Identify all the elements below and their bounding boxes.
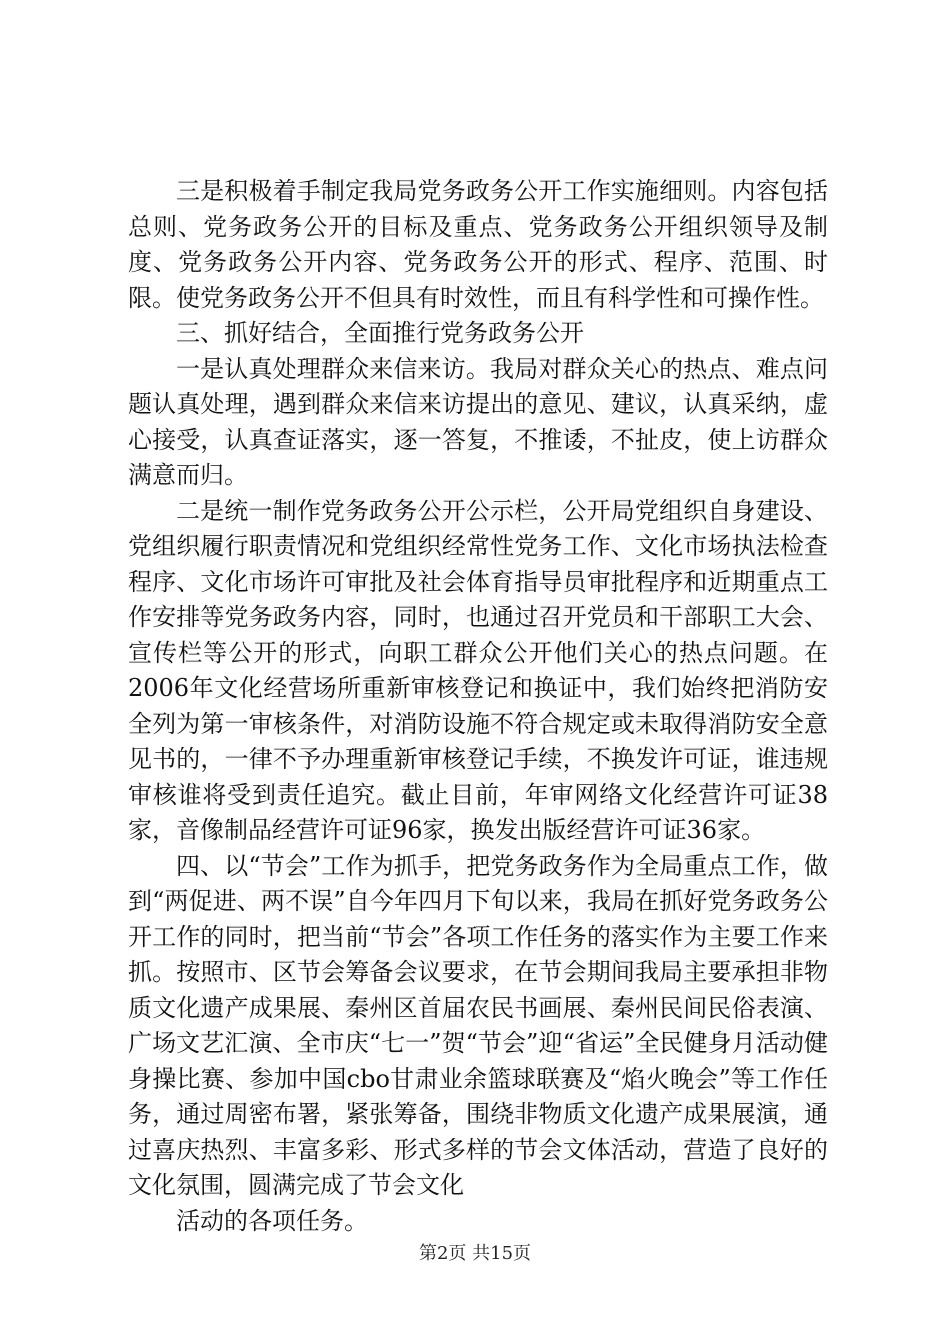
section-heading-three: 三、抓好结合，全面推行党务政务公开	[176, 319, 584, 347]
paragraph-public-notice-board: 二是统一制作党务政务公开公示栏，公开局党组织自身建设、党组织履行职责情况和党组织经常性党务工作、文化市场执法检查程序、文化市场许可审批及社会体育指导员审批程序和近期重点工作安排等党务政务内容，同时，也通过召开党员和干部职工大会、宣传栏等公开的形式，向职工群众公开他们关心的热点问题。在2006年文化经营场所重新审核登记和换证中，我们始终把消防安全列为第一审核条件，对消防设施不符合规定或未取得消防安全意见书的，一律不予办理重新审核登记手续，不换发许可证，谁违规审核谁将受到责任追究。截止目前，年审网络文化经营许可证38家，音像制品经营许可证96家，换发出版经营许可证36家。	[128, 496, 828, 844]
paragraph-tasks-completion: 活动的各项任务。	[176, 1206, 368, 1235]
section-heading-four: 四、以“节会”工作为抓手，把党务政务作为全局重点工作，做到“两促进、两不误”自今年四月下旬以来，我局在抓好党务政务公开工作的同时，把当前“节会”各项工作任务的落实作为主要工作来抓。按照市、区节会筹备会议要求，在节会期间我局主要承担非物质文化遗产成果展、秦州区首届农民书画展、秦州民间民俗表演、广场文艺汇演、全市庆“七一”贺“节会”迎“省运”全民健身月活动健身操比赛、参加中国cbo甘肃业余篮球联赛及“焰火晚会”等工作任务，通过周密布署，紧张筹备，围绕非物质文化遗产成果展演，通过喜庆热烈、丰富多彩、形式多样的节会文体活动，营造了良好的文化氛围，圆满完成了节会文化	[128, 851, 828, 1199]
page-number-footer: 第2页 共15页	[418, 1243, 532, 1264]
document-body	[128, 174, 828, 1239]
paragraph-letters-visits: 一是认真处理群众来信来访。我局对群众关心的热点、难点问题认真处理，遇到群众来信来访提出的意见、建议，认真采纳，虚心接受，认真查证落实，逐一答复，不推诿，不扯皮，使上访群众满意而归。	[128, 354, 828, 489]
paragraph-implementation-rules: 三是积极着手制定我局党务政务公开工作实施细则。内容包括总则、党务政务公开的目标及重点、党务政务公开组织领导及制度、党务政务公开内容、党务政务公开的形式、程序、范围、时限。使党务政务公开不但具有时效性，而且有科学性和可操作性。	[128, 177, 828, 312]
